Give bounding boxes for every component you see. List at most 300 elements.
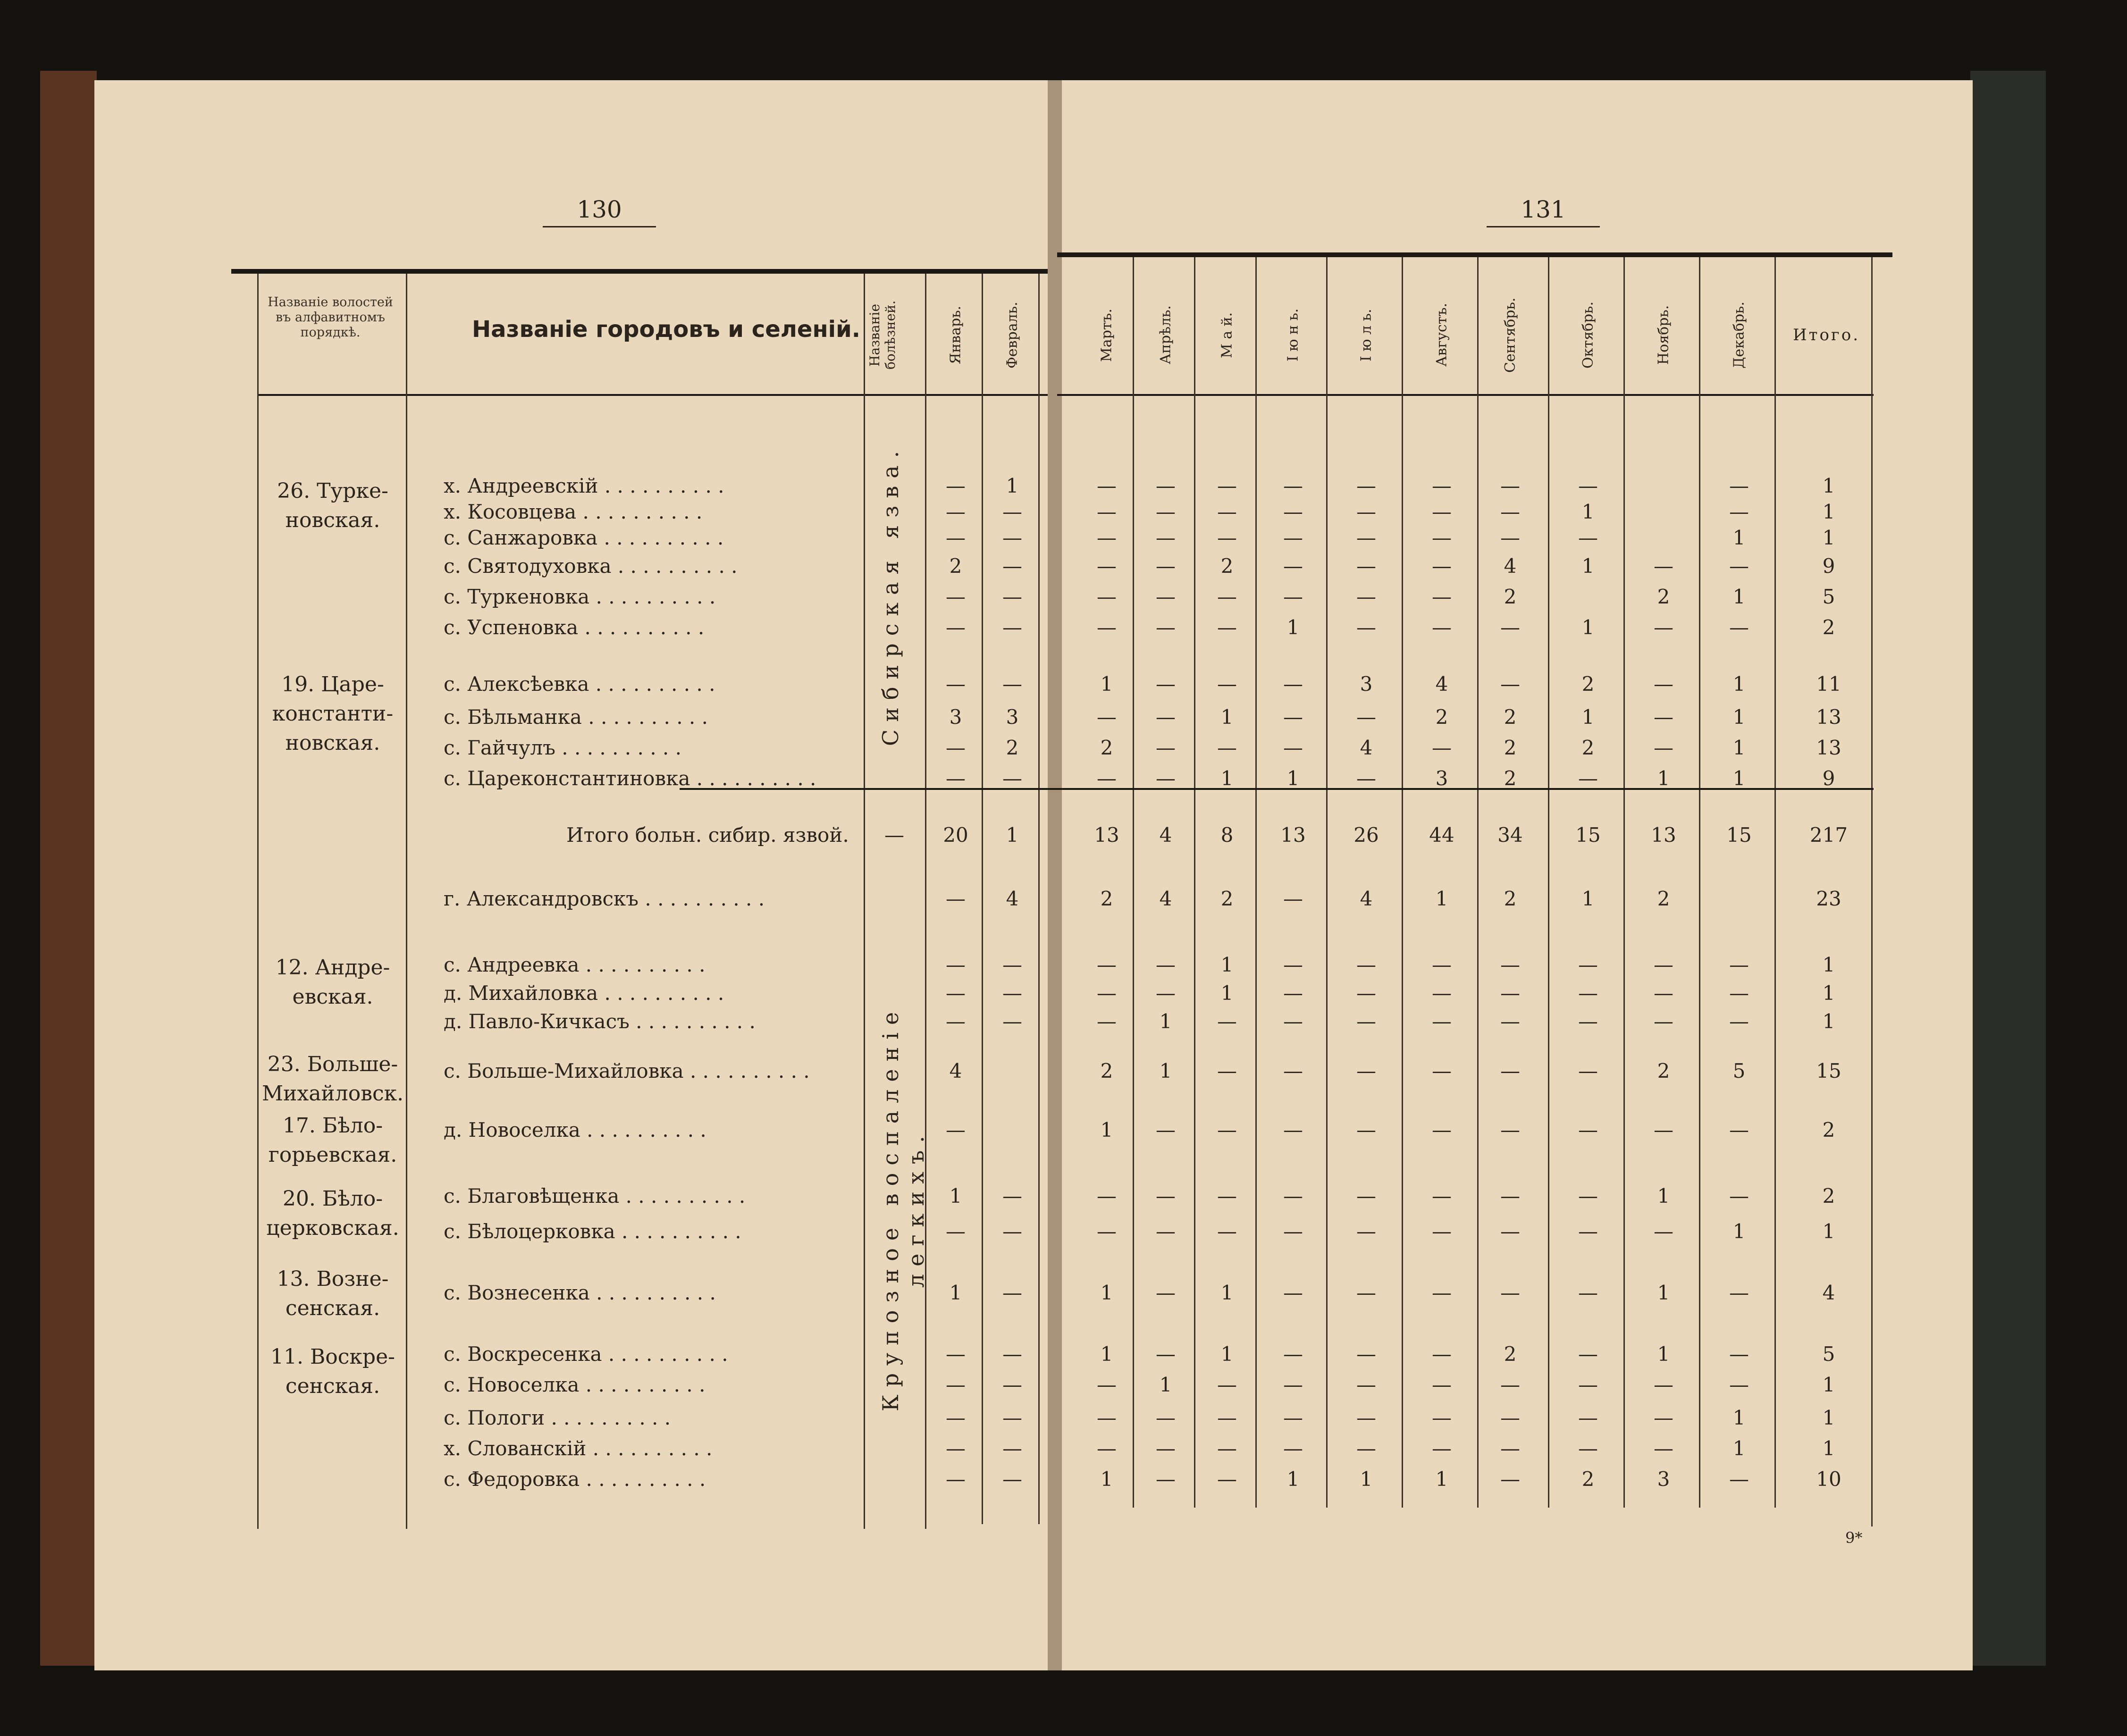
month-cell: — [946,1010,966,1033]
volost-label: 19. Царе- константи- новская. [272,672,394,755]
month-cell: 5 [1732,1059,1746,1082]
month-cell: 1 [1220,705,1234,729]
month-cell: — [1283,474,1303,497]
month-cell: — [1002,1468,1022,1491]
month-cell: — [1500,1220,1520,1243]
month-cell: — [1283,981,1303,1005]
month-cell: — [1432,1184,1452,1208]
month-cell: 2 [1581,1468,1595,1491]
table-right-border [1871,257,1873,1526]
month-cell: — [1729,981,1749,1005]
month-cell: — [1097,767,1117,790]
month-cell: 20 [943,823,968,847]
month-cell: — [1729,1281,1749,1304]
month-cell: — [946,1342,966,1366]
book-gutter [1048,80,1062,1670]
month-cell: 1 [1220,767,1234,790]
month-cell: — [1356,1406,1376,1429]
month-cell: — [1356,1281,1376,1304]
month-cell: 1 [1435,1468,1448,1491]
month-cell: — [1578,1184,1598,1208]
month-cell: — [1432,953,1452,976]
month-column-divider [1326,257,1328,1508]
table-left-border [257,274,259,1529]
month-cell: — [946,767,966,790]
month-cell: — [1097,1220,1117,1243]
total-cell: 217 [1809,823,1848,847]
month-cell: — [1654,981,1673,1005]
total-column-header: Итого. [1792,326,1860,344]
month-cell: — [1002,1373,1022,1396]
month-cell: — [946,474,966,497]
month-cell: — [1097,1437,1117,1460]
month-cell: 44 [1429,823,1454,847]
month-cell: — [946,500,966,523]
month-cell: 1 [1159,1010,1172,1033]
month-cell: — [1500,1010,1520,1033]
month-cell: — [1729,1468,1749,1491]
month-cell: — [1156,672,1176,696]
month-cell: — [1002,500,1022,523]
month-cell: — [1729,1373,1749,1396]
month-cell: — [1432,616,1452,639]
header-bottom-rule-left [257,394,1048,396]
month-cell: — [1002,1220,1022,1243]
place-name: д. Михайловка . . . . . . . . . . [444,981,724,1005]
month-cell: — [1500,1468,1520,1491]
place-name: с. Андреевка . . . . . . . . . . [444,953,706,976]
month-cell: — [1002,953,1022,976]
month-cell: — [1217,1468,1237,1491]
month-cell: — [946,616,966,639]
month-cell: — [1002,767,1022,790]
month-cell: 2 [1504,585,1517,608]
month-cell: — [1578,981,1598,1005]
month-cell: — [1283,1010,1303,1033]
month-header: Сентябрь. [1502,297,1519,373]
total-cell: 10 [1816,1468,1841,1491]
month-cell: 2 [1100,887,1113,910]
month-cell: — [1729,953,1749,976]
month-cell: — [1283,1059,1303,1082]
header-bottom-rule-right [1057,394,1874,396]
month-cell: — [946,1118,966,1141]
place-name: с. Вознесенка . . . . . . . . . . [444,1281,716,1304]
total-cell: 1 [1822,1010,1835,1033]
month-cell: — [1578,1373,1598,1396]
month-cell: — [1217,616,1237,639]
month-header: Февраль. [1004,302,1021,369]
book-edge-right [1970,71,2046,1666]
month-cell: — [1654,672,1673,696]
total-cell: 1 [1822,1406,1835,1429]
month-cell: — [1356,953,1376,976]
month-cell: — [1217,672,1237,696]
month-cell: 1 [1657,1342,1670,1366]
month-cell: — [1578,474,1598,497]
place-name: с. Воскресенка . . . . . . . . . . [444,1342,728,1366]
month-cell: — [1729,1184,1749,1208]
month-header: Январь. [947,305,964,365]
month-cell: — [1356,1184,1376,1208]
volost-label: 17. Бѣло- горьевская. [268,1114,397,1167]
total-cell: 1 [1822,1373,1835,1396]
month-cell: — [1283,1342,1303,1366]
month-cell: — [1654,1118,1673,1141]
month-cell: — [946,953,966,976]
month-cell: 4 [1360,736,1373,759]
month-cell: — [1217,500,1237,523]
month-cell: 4 [1159,823,1172,847]
total-cell: 2 [1822,616,1835,639]
month-cell: — [1156,1406,1176,1429]
month-cell: 2 [1504,887,1517,910]
month-cell: 1 [1732,736,1746,759]
month-cell: — [1002,981,1022,1005]
month-cell: — [1729,1010,1749,1033]
table-top-rule-right [1057,252,1892,257]
month-cell: — [1283,554,1303,578]
month-cell: — [1432,1059,1452,1082]
month-cell: — [1356,616,1376,639]
month-cell: 1 [1220,981,1234,1005]
month-cell: — [1097,1373,1117,1396]
volost-column-divider [406,274,407,1529]
month-cell: 1 [1220,1342,1234,1366]
month-cell: — [1500,1118,1520,1141]
month-cell: — [1283,500,1303,523]
month-cell: — [946,1373,966,1396]
total-cell: 15 [1816,1059,1841,1082]
month-cell: 2 [1657,887,1670,910]
month-cell: — [1002,1184,1022,1208]
right-page-number: 131 [1487,196,1600,227]
total-cell: 2 [1822,1184,1835,1208]
month-cell: — [1578,1281,1598,1304]
place-name: д. Павло-Кичкасъ . . . . . . . . . . [444,1010,756,1033]
month-cell: 1 [1100,1281,1113,1304]
month-cell: 13 [1280,823,1306,847]
month-cell: 2 [1100,736,1113,759]
month-cell: — [1217,1010,1237,1033]
place-name: с. Пологи . . . . . . . . . . [444,1406,671,1429]
place-name: с. Гайчулъ . . . . . . . . . . [444,736,681,759]
month-header: Октябрь. [1580,302,1597,369]
month-cell: — [1654,1010,1673,1033]
month-cell: — [1578,1010,1598,1033]
month-cell: 13 [1651,823,1676,847]
month-cell: — [1156,1184,1176,1208]
month-cell: 1 [1732,1437,1746,1460]
month-cell: — [946,1437,966,1460]
month-cell: — [1654,1373,1673,1396]
place-name: с. Бѣльманка . . . . . . . . . . [444,705,708,729]
month-cell: 3 [1435,767,1448,790]
month-cell: — [1432,500,1452,523]
month-cell: — [1356,1118,1376,1141]
month-cell: — [1002,1437,1022,1460]
volost-label: 12. Андре- евская. [275,956,390,1009]
month-cell: — [1578,1437,1598,1460]
month-cell: — [1500,953,1520,976]
month-cell: — [1432,1373,1452,1396]
month-cell: — [946,672,966,696]
place-name: х. Андреевскій . . . . . . . . . . [444,474,724,497]
month-cell: — [1500,1059,1520,1082]
month-cell: — [1156,1118,1176,1141]
month-header: Декабрь. [1731,302,1748,369]
month-cell: — [1156,1342,1176,1366]
total-cell: 1 [1822,500,1835,523]
month-cell: 1 [1581,887,1595,910]
month-cell: — [1356,981,1376,1005]
month-column-divider [1774,257,1776,1508]
month-header: Ноябрь. [1655,305,1672,365]
month-cell: — [1097,585,1117,608]
month-cell: — [1356,526,1376,549]
month-cell: — [1432,1406,1452,1429]
month-cell: 2 [949,554,962,578]
month-cell: — [946,585,966,608]
place-name: д. Новоселка . . . . . . . . . . [444,1118,706,1141]
month-cell: — [1002,1010,1022,1033]
month-cell: — [1432,554,1452,578]
month-cell: 26 [1354,823,1379,847]
month-cell: — [1097,616,1117,639]
month-cell: — [1097,981,1117,1005]
month-cell: 1 [1657,1281,1670,1304]
month-cell: — [1097,1010,1117,1033]
month-cell: — [1654,736,1673,759]
month-cell: — [946,981,966,1005]
disease-cell: — [884,823,904,847]
month-cell: — [1654,953,1673,976]
month-cell: — [1356,554,1376,578]
month-cell: 1 [949,1281,962,1304]
month-cell: — [1654,705,1673,729]
month-cell: 1 [1100,1468,1113,1491]
month-cell: 1 [1732,672,1746,696]
month-cell: — [1356,705,1376,729]
month-cell: — [1356,767,1376,790]
month-header: М а й. [1219,312,1236,358]
month-cell: — [1156,474,1176,497]
month-cell: — [1156,705,1176,729]
month-cell: — [1500,1437,1520,1460]
month-cell: 4 [1435,672,1448,696]
volost-label: 13. Возне- сенская. [277,1267,389,1320]
month-cell: — [1578,953,1598,976]
month-cell: 4 [1006,887,1019,910]
volost-column-header: Названіе волостей въ алфавитномъ порядкѣ. [268,295,393,340]
month-cell: — [1156,736,1176,759]
month-cell: — [1156,1281,1176,1304]
month-cell: 2 [1435,705,1448,729]
month-cell: — [1729,1342,1749,1366]
month-cell: 3 [1006,705,1019,729]
month-cell: — [1356,1373,1376,1396]
month-cell: — [1432,526,1452,549]
month-cell: — [1283,705,1303,729]
place-name: с. Больше-Михайловка . . . . . . . . . . [444,1059,810,1082]
month-cell: — [1156,767,1176,790]
place-name: с. Цареконстантиновка . . . . . . . . . . [444,767,816,790]
month-column-divider [1623,257,1625,1508]
month-cell: 1 [1159,1373,1172,1396]
month-cell: — [1002,526,1022,549]
month-cell: 4 [1504,554,1517,578]
volost-label: 26. Турке- новская. [277,479,388,532]
month-cell: — [1283,736,1303,759]
month-cell: — [1156,526,1176,549]
month-cell: — [1500,1184,1520,1208]
month-cell: — [1283,1220,1303,1243]
month-cell: 1 [1286,767,1300,790]
place-name: с. Алексѣевка . . . . . . . . . . [444,672,715,696]
month-cell: — [1217,736,1237,759]
month-cell: 1 [1732,1406,1746,1429]
month-cell: — [1500,1406,1520,1429]
month-cell: 3 [1360,672,1373,696]
month-cell: 1 [1220,1281,1234,1304]
month-cell: 1 [1006,823,1019,847]
place-name: с. Святодуховка . . . . . . . . . . [444,554,738,578]
month-header: Апрѣль. [1157,305,1174,365]
month-header: І ю н ь. [1285,308,1302,362]
month-cell: 4 [1360,887,1373,910]
place-column-header: Названіе городовъ и селеній. [472,316,860,343]
month-cell: — [1283,953,1303,976]
month-cell: — [1097,705,1117,729]
month-header: Мартъ. [1098,308,1115,362]
month-cell: — [1432,1118,1452,1141]
month-cell: — [1156,953,1176,976]
book-edge-left [40,71,97,1666]
month-cell: — [1217,1118,1237,1141]
month-cell: — [1002,1406,1022,1429]
disease-label-pneumonia: Крупозное воспаленіе легкихъ. [878,1004,929,1412]
month-cell: 1 [1220,953,1234,976]
month-cell: — [1002,1342,1022,1366]
total-cell: 1 [1822,1220,1835,1243]
month-cell: — [1578,1220,1598,1243]
month-cell: — [1729,616,1749,639]
month-cell: — [1432,1281,1452,1304]
month-cell: 1 [1581,554,1595,578]
month-cell: — [1283,887,1303,910]
month-cell: — [1097,1184,1117,1208]
month-cell: — [1217,585,1237,608]
month-cell: — [1729,554,1749,578]
month-cell: 2 [1220,554,1234,578]
month-cell: 1 [1159,1059,1172,1082]
month-cell: 1 [1006,474,1019,497]
month-cell: — [1500,616,1520,639]
month-cell: — [1283,1281,1303,1304]
month-column-divider [1402,257,1403,1508]
total-cell: 1 [1822,953,1835,976]
month-cell: — [1156,585,1176,608]
month-cell: — [1283,1437,1303,1460]
month-cell: — [1283,526,1303,549]
month-cell: 2 [1504,736,1517,759]
volost-label: 20. Бѣло- церковская. [266,1187,399,1240]
month-cell: — [946,526,966,549]
month-cell: — [946,1468,966,1491]
month-cell: 1 [1657,767,1670,790]
place-name: г. Александровскъ . . . . . . . . . . [444,887,765,910]
month-cell: — [1578,1406,1598,1429]
month-cell: — [1578,767,1598,790]
month-cell: — [1283,672,1303,696]
month-cell: — [946,1406,966,1429]
subtotal-label: Итого больн. сибир. язвой. [566,823,849,847]
month-cell: 15 [1575,823,1601,847]
month-cell: — [1432,1010,1452,1033]
month-column-divider [1548,257,1549,1508]
month-cell: 1 [1360,1468,1373,1491]
disease-column-header: Названіе болѣзней. [867,300,898,370]
month-cell: — [1283,1406,1303,1429]
month-cell: 2 [1220,887,1234,910]
total-cell: 13 [1816,705,1841,729]
month-cell: 2 [1581,736,1595,759]
month-cell: — [1432,474,1452,497]
month-cell: 4 [949,1059,962,1082]
month-cell: — [1500,526,1520,549]
total-cell: 13 [1816,736,1841,759]
total-cell: 2 [1822,1118,1835,1141]
month-cell: 2 [1657,1059,1670,1082]
month-cell: — [1356,500,1376,523]
month-cell: — [1432,1342,1452,1366]
month-cell: — [1356,1220,1376,1243]
place-name: х. Слованскій . . . . . . . . . . [444,1437,713,1460]
month-column-divider [1255,257,1257,1508]
month-cell: 1 [1100,1118,1113,1141]
total-cell: 4 [1822,1281,1835,1304]
month-cell: — [1500,474,1520,497]
month-cell: 13 [1094,823,1119,847]
month-cell: — [1654,1406,1673,1429]
month-cell: 15 [1726,823,1752,847]
month-column-divider [982,274,983,1524]
month-cell: 1 [949,1184,962,1208]
month-cell: — [1432,736,1452,759]
volost-label: 23. Больше- Михайловск. [262,1052,404,1106]
month-cell: 1 [1581,500,1595,523]
total-cell: 11 [1816,672,1841,696]
month-cell: — [1578,526,1598,549]
month-cell: — [1156,1437,1176,1460]
total-cell: 1 [1822,526,1835,549]
place-name: с. Успеновка . . . . . . . . . . [444,616,705,639]
month-cell: — [1356,1437,1376,1460]
month-cell: 1 [1100,1342,1113,1366]
month-cell: — [1002,1281,1022,1304]
month-cell: — [1283,1373,1303,1396]
month-cell: 2 [1006,736,1019,759]
month-column-divider [1194,257,1195,1508]
month-cell: — [1356,1010,1376,1033]
month-cell: — [1729,500,1749,523]
month-cell: — [1217,526,1237,549]
volost-label: 11. Воскре- сенская. [270,1345,395,1398]
month-cell: — [1097,554,1117,578]
month-cell: 34 [1497,823,1523,847]
month-cell: — [1002,616,1022,639]
month-cell: — [1002,672,1022,696]
